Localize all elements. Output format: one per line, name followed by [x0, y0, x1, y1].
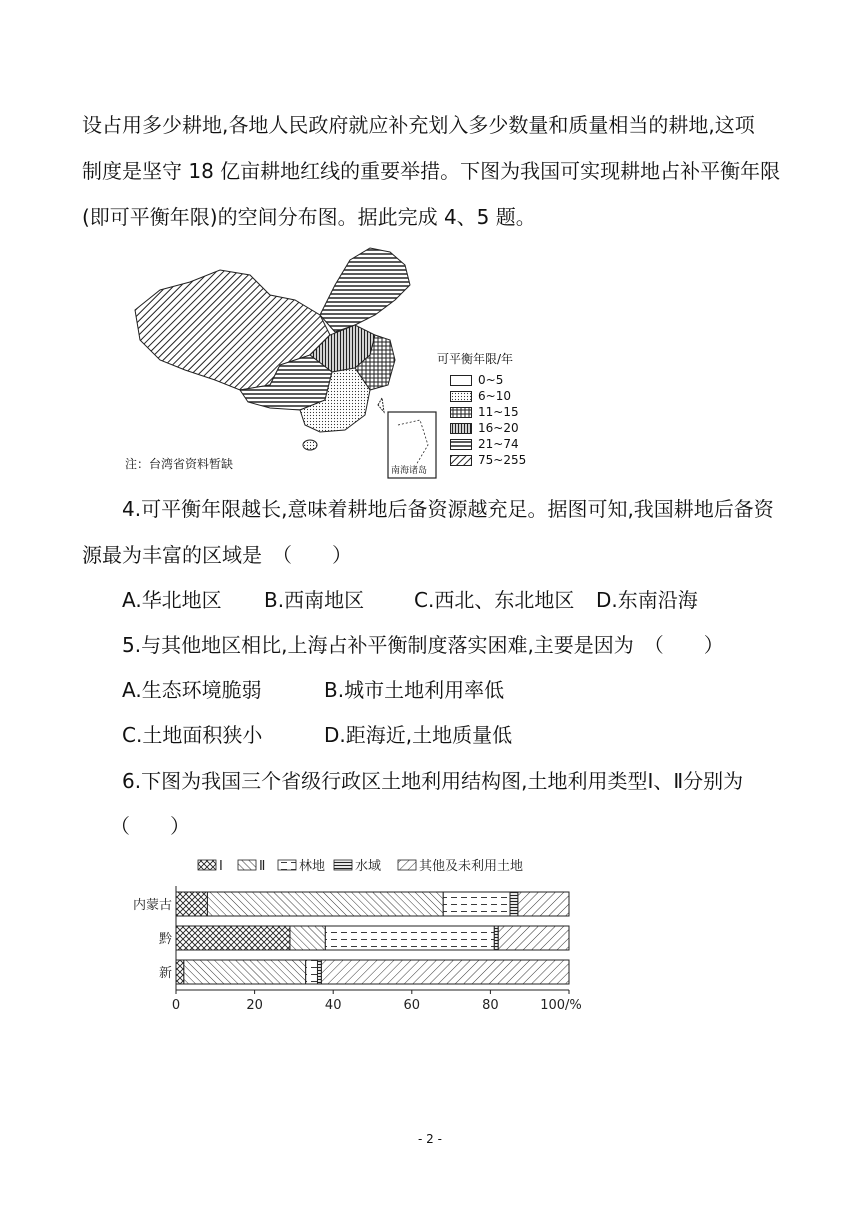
map-region-northeast	[320, 248, 410, 332]
legend-item-6-10: 6~10	[450, 389, 511, 403]
china-map-figure	[120, 240, 540, 482]
chart-legend-label-3: 水域	[355, 859, 382, 874]
chart-x-tick-label-1: 20	[246, 998, 263, 1013]
chart-bar-0-4	[518, 892, 569, 916]
chart-legend-label-4: 其他及未利用土地	[419, 859, 524, 874]
question-6-stem-cont: （ ）	[110, 814, 190, 838]
question-4-option-a: A.华北地区	[122, 588, 222, 612]
chart-x-tick-label-5: 100/%	[540, 998, 582, 1013]
chart-legend-swatch-0	[198, 860, 216, 870]
legend-swatch-75-255	[450, 455, 472, 466]
chart-x-tick-label-4: 80	[482, 998, 499, 1013]
passage-line-3: (即可平衡年限)的空间分布图。据此完成 4、5 题。	[82, 205, 536, 229]
chart-bar-2-1	[184, 960, 306, 984]
chart-bar-1-1	[290, 926, 325, 950]
chart-category-label-0: 内蒙古	[132, 898, 172, 913]
question-4-stem-cont: 源最为丰富的区域是 （ ）	[82, 543, 352, 567]
question-6-stem: 6.下图为我国三个省级行政区土地利用结构图,土地利用类型Ⅰ、Ⅱ分别为	[122, 769, 744, 793]
chart-legend-swatch-3	[334, 860, 352, 870]
passage-line-2: 制度是坚守 18 亿亩耕地红线的重要举措。下图为我国可实现耕地占补平衡年限	[82, 159, 781, 183]
chart-x-tick-label-2: 40	[324, 998, 342, 1013]
chart-legend-swatch-2	[278, 860, 296, 870]
chart-bar-0-2	[443, 892, 510, 916]
page-number: - 2 -	[418, 1132, 442, 1146]
legend-item-11-15: 11~15	[450, 405, 519, 419]
chart-x-tick-label-0: 0	[171, 998, 181, 1013]
land-use-chart-svg	[120, 852, 600, 1022]
chart-category-label-1: 黔	[158, 932, 172, 947]
legend-swatch-0-5	[450, 375, 472, 386]
question-4-option-c: C.西北、东北地区	[414, 588, 575, 612]
map-inset-label: 南海诸岛	[391, 466, 428, 476]
chart-bar-0-3	[510, 892, 518, 916]
legend-item-16-20: 16~20	[450, 421, 519, 435]
question-5-option-a: A.生态环境脆弱	[122, 678, 262, 702]
chart-legend-label-1: Ⅱ	[259, 859, 266, 874]
legend-swatch-21-74	[450, 439, 472, 450]
chart-category-label-2: 新	[158, 966, 172, 981]
chart-bar-0-0	[176, 892, 207, 916]
chart-bar-1-0	[176, 926, 290, 950]
question-5-stem: 5.与其他地区相比,上海占补平衡制度落实困难,主要是因为 （ ）	[122, 633, 724, 657]
chart-legend-label-2: 林地	[299, 859, 326, 874]
chart-bar-0-1	[207, 892, 443, 916]
chart-bar-2-2	[306, 960, 318, 984]
chart-legend-swatch-4	[398, 860, 416, 870]
legend-swatch-6-10	[450, 391, 472, 402]
legend-swatch-16-20	[450, 423, 472, 434]
chart-legend-label-0: Ⅰ	[219, 859, 223, 874]
chart-bar-1-4	[498, 926, 569, 950]
chart-bar-2-0	[176, 960, 184, 984]
legend-item-0-5: 0~5	[450, 373, 503, 387]
legend-item-21-74: 21~74	[450, 437, 519, 451]
question-4-stem: 4.可平衡年限越长,意味着耕地后备资源越充足。据图可知,我国耕地后备资	[122, 497, 774, 521]
question-4-option-b: B.西南地区	[264, 588, 365, 612]
question-5-option-b: B.城市土地利用率低	[324, 678, 505, 702]
question-5-option-c: C.土地面积狭小	[122, 723, 263, 747]
question-5-option-d: D.距海近,土地质量低	[324, 723, 513, 747]
legend-swatch-11-15	[450, 407, 472, 418]
legend-item-75-255: 75~255	[450, 453, 526, 467]
passage-line-1: 设占用多少耕地,各地人民政府就应补充划入多少数量和质量相当的耕地,这项	[82, 113, 755, 137]
chart-bar-2-4	[321, 960, 569, 984]
land-use-chart	[120, 852, 600, 1022]
chart-bar-1-3	[494, 926, 498, 950]
map-taiwan	[378, 398, 384, 412]
chart-x-tick-label-3: 60	[403, 998, 421, 1013]
chart-bar-1-2	[325, 926, 494, 950]
chart-bar-2-3	[317, 960, 321, 984]
legend-title: 可平衡年限/年	[437, 352, 514, 366]
question-4-option-d: D.东南沿海	[596, 588, 698, 612]
map-hainan	[303, 440, 317, 450]
map-note: 注：台湾省资料暂缺	[125, 457, 234, 471]
chart-legend-swatch-1	[238, 860, 256, 870]
